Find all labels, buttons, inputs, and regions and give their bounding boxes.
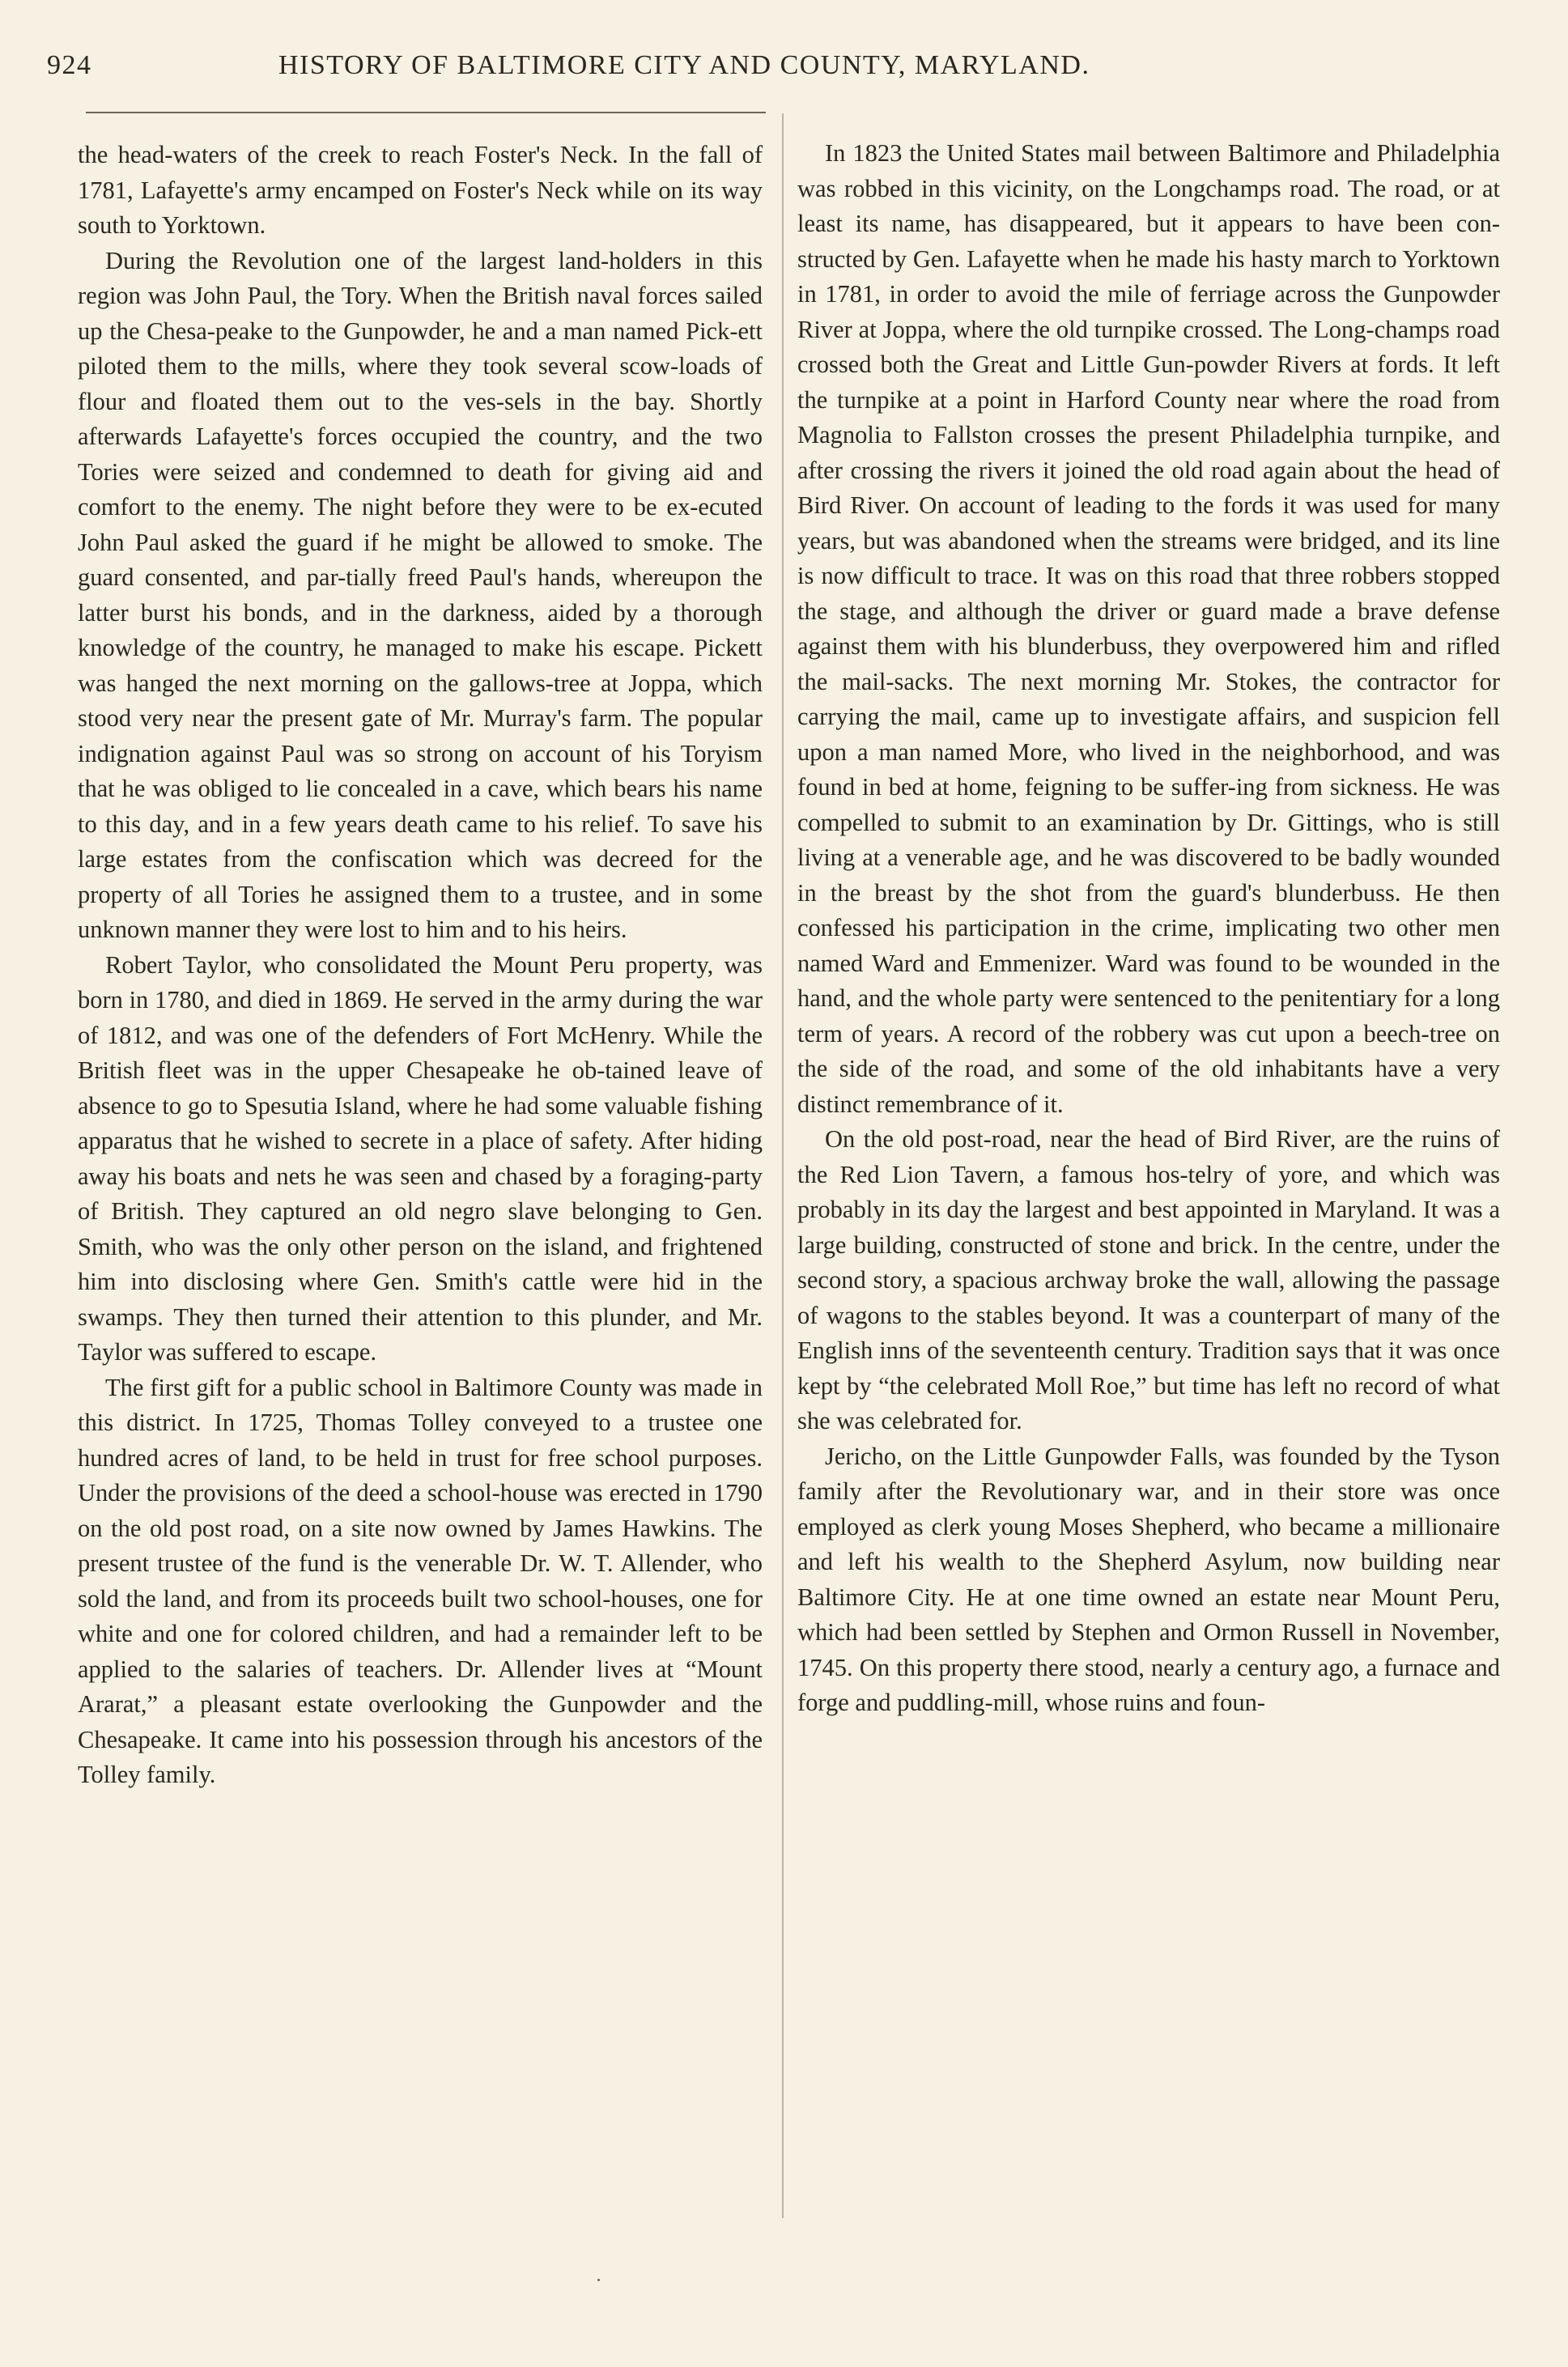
column-divider — [782, 113, 784, 2218]
right-column — [797, 136, 1500, 1721]
page-header — [47, 50, 1310, 91]
paragraph: Jericho, on the Little Gunpowder Falls, was founded by the Tyson family after the Revolutionary war, and in their store was once employed as clerk young Moses Shepherd, who became a millionaire and left his wealth to the Shepherd Asylum, now building near Baltimore City. He at one time owned an estate near Mount Peru, which had been settled by Stephen and Ormon Russell in November, 1745. On this property there stood, nearly a century ago, a furnace and forge and puddling-mill, whose ruins and foun- — [797, 1442, 1500, 1716]
paragraph: The first gift for a public school in Baltimore County was made in this district. In 1725, Thomas Tolley conveyed to a trustee one hundred acres of land, to be held in trust for free school purposes. Under the provisions of the deed a school-house was erected in 1790 on the old post road, on a site now owned by James Hawkins. The present trustee of the fund is the venerable Dr. W. T. Allender, who sold the land, and from its proceeds built two school-houses, one for white and one for colored children, and had a remainder left to be applied to the salaries of teachers. Dr. Allender lives at “Mount Ararat,” a pleasant estate overlooking the Gunpowder and the Chesapeake. It came into his possession through his ancestors of the Tolley family. — [78, 1373, 763, 1788]
running-head: HISTORY OF BALTIMORE CITY AND COUNTY, MARYLAND. — [278, 50, 1090, 80]
header-rule — [86, 112, 766, 113]
paragraph: the head-waters of the creek to reach Foster's Neck. In the fall of 1781, Lafayette's army encamped on Foster's Neck while on its way south to Yorktown. — [78, 141, 763, 239]
page-number: 924 — [47, 50, 92, 80]
print-speck — [597, 2279, 600, 2281]
paragraph: In 1823 the United States mail between Baltimore and Philadelphia was robbed in this vicinity, on the Longchamps road. The road, or at least its name, has disappeared, but it appears to have been con-structed by Gen. Lafayette when he made his hasty march to Yorktown in 1781, in order to avoid the mile of ferriage across the Gunpowder River at Joppa, where the old turnpike crossed. The Long-champs road crossed both the Great and Little Gun-powder Rivers at fords. It left the turnpike at a point in Harford County near where the road from Magnolia to Fallston crosses the present Philadelphia turnpike, and after crossing the rivers it joined the old road again about the head of Bird River. On account of leading to the fords it was used for many years, but was abandoned when the streams were bridged, and its line is now difficult to trace. It was on this road that three robbers stopped the stage, and although the driver or guard made a brave defense against them with his blunderbuss, they overpowered him and rifled the mail-sacks. The next morning Mr. Stokes, the contractor for carrying the mail, came up to investigate affairs, and suspicion fell upon a man named More, who lived in the neighborhood, and was found in bed at home, feigning to be suffer-ing from sickness. He was compelled to submit to an examination by Dr. Gittings, who is still living at a venerable age, and he was discovered to be badly wounded in the breast by the shot from the guard's blunderbuss. He then confessed his participation in the crime, implicating two other men named Ward and Emmenizer. Ward was found to be wounded in the hand, and the whole party were sentenced to the penitentiary for a long term of years. A record of the robbery was cut upon a beech-tree on the side of the road, and some of the old inhabitants have a very distinct remembrance of it. — [797, 139, 1500, 1118]
left-column — [78, 138, 763, 1793]
paragraph: During the Revolution one of the largest land-holders in this region was John Paul, the Tory. When the British naval forces sailed up the Chesa-peake to the Gunpowder, he and a man named Pick-ett piloted them to the mills, where they took several scow-loads of flour and floated them out to the ves-sels in the bay. Shortly afterwards Lafayette's forces occupied the country, and the two Tories were seized and condemned to death for giving aid and comfort to the enemy. The night before they were to be ex-ecuted John Paul asked the guard if he might be allowed to smoke. The guard consented, and par-tially freed Paul's hands, whereupon the latter burst his bonds, and in the darkness, aided by a thorough knowledge of the country, he managed to make his escape. Pickett was hanged the next morning on the gallows-tree at Joppa, which stood very near the present gate of Mr. Murray's farm. The popular indignation against Paul was so strong on account of his Toryism that he was obliged to lie concealed in a cave, which bears his name to this day, and in a few years death came to his relief. To save his large estates from the confiscation which was decreed for the property of all Tories he assigned them to a trustee, and in some unknown manner they were lost to him and to his heirs. — [78, 246, 763, 943]
paragraph: Robert Taylor, who consolidated the Mount Peru property, was born in 1780, and died in 1869. He served in the army during the war of 1812, and was one of the defenders of Fort McHenry. While the British fleet was in the upper Chesapeake he ob-tained leave of absence to go to Spesutia Island, where he had some valuable fishing apparatus that he wished to secrete in a place of safety. After hiding away his boats and nets he was seen and chased by a foraging-party of British. They captured an old negro slave belonging to Gen. Smith, who was the only other person on the island, and frightened him into disclosing where Gen. Smith's cattle were hid in the swamps. They then turned their attention to this plunder, and Mr. Taylor was suffered to escape. — [78, 950, 763, 1366]
paragraph: On the old post-road, near the head of Bird River, are the ruins of the Red Lion Tavern, a famous hos-telry of yore, and which was probably in its day the largest and best appointed in Maryland. It was a large building, constructed of stone and brick. In the centre, under the second story, a spacious archway broke the wall, allowing the passage of wagons to the stables beyond. It was a counterpart of many of the English inns of the seventeenth century. Tradition says that it was once kept by “the celebrated Moll Roe,” but time has left no record of what she was celebrated for. — [797, 1125, 1500, 1434]
